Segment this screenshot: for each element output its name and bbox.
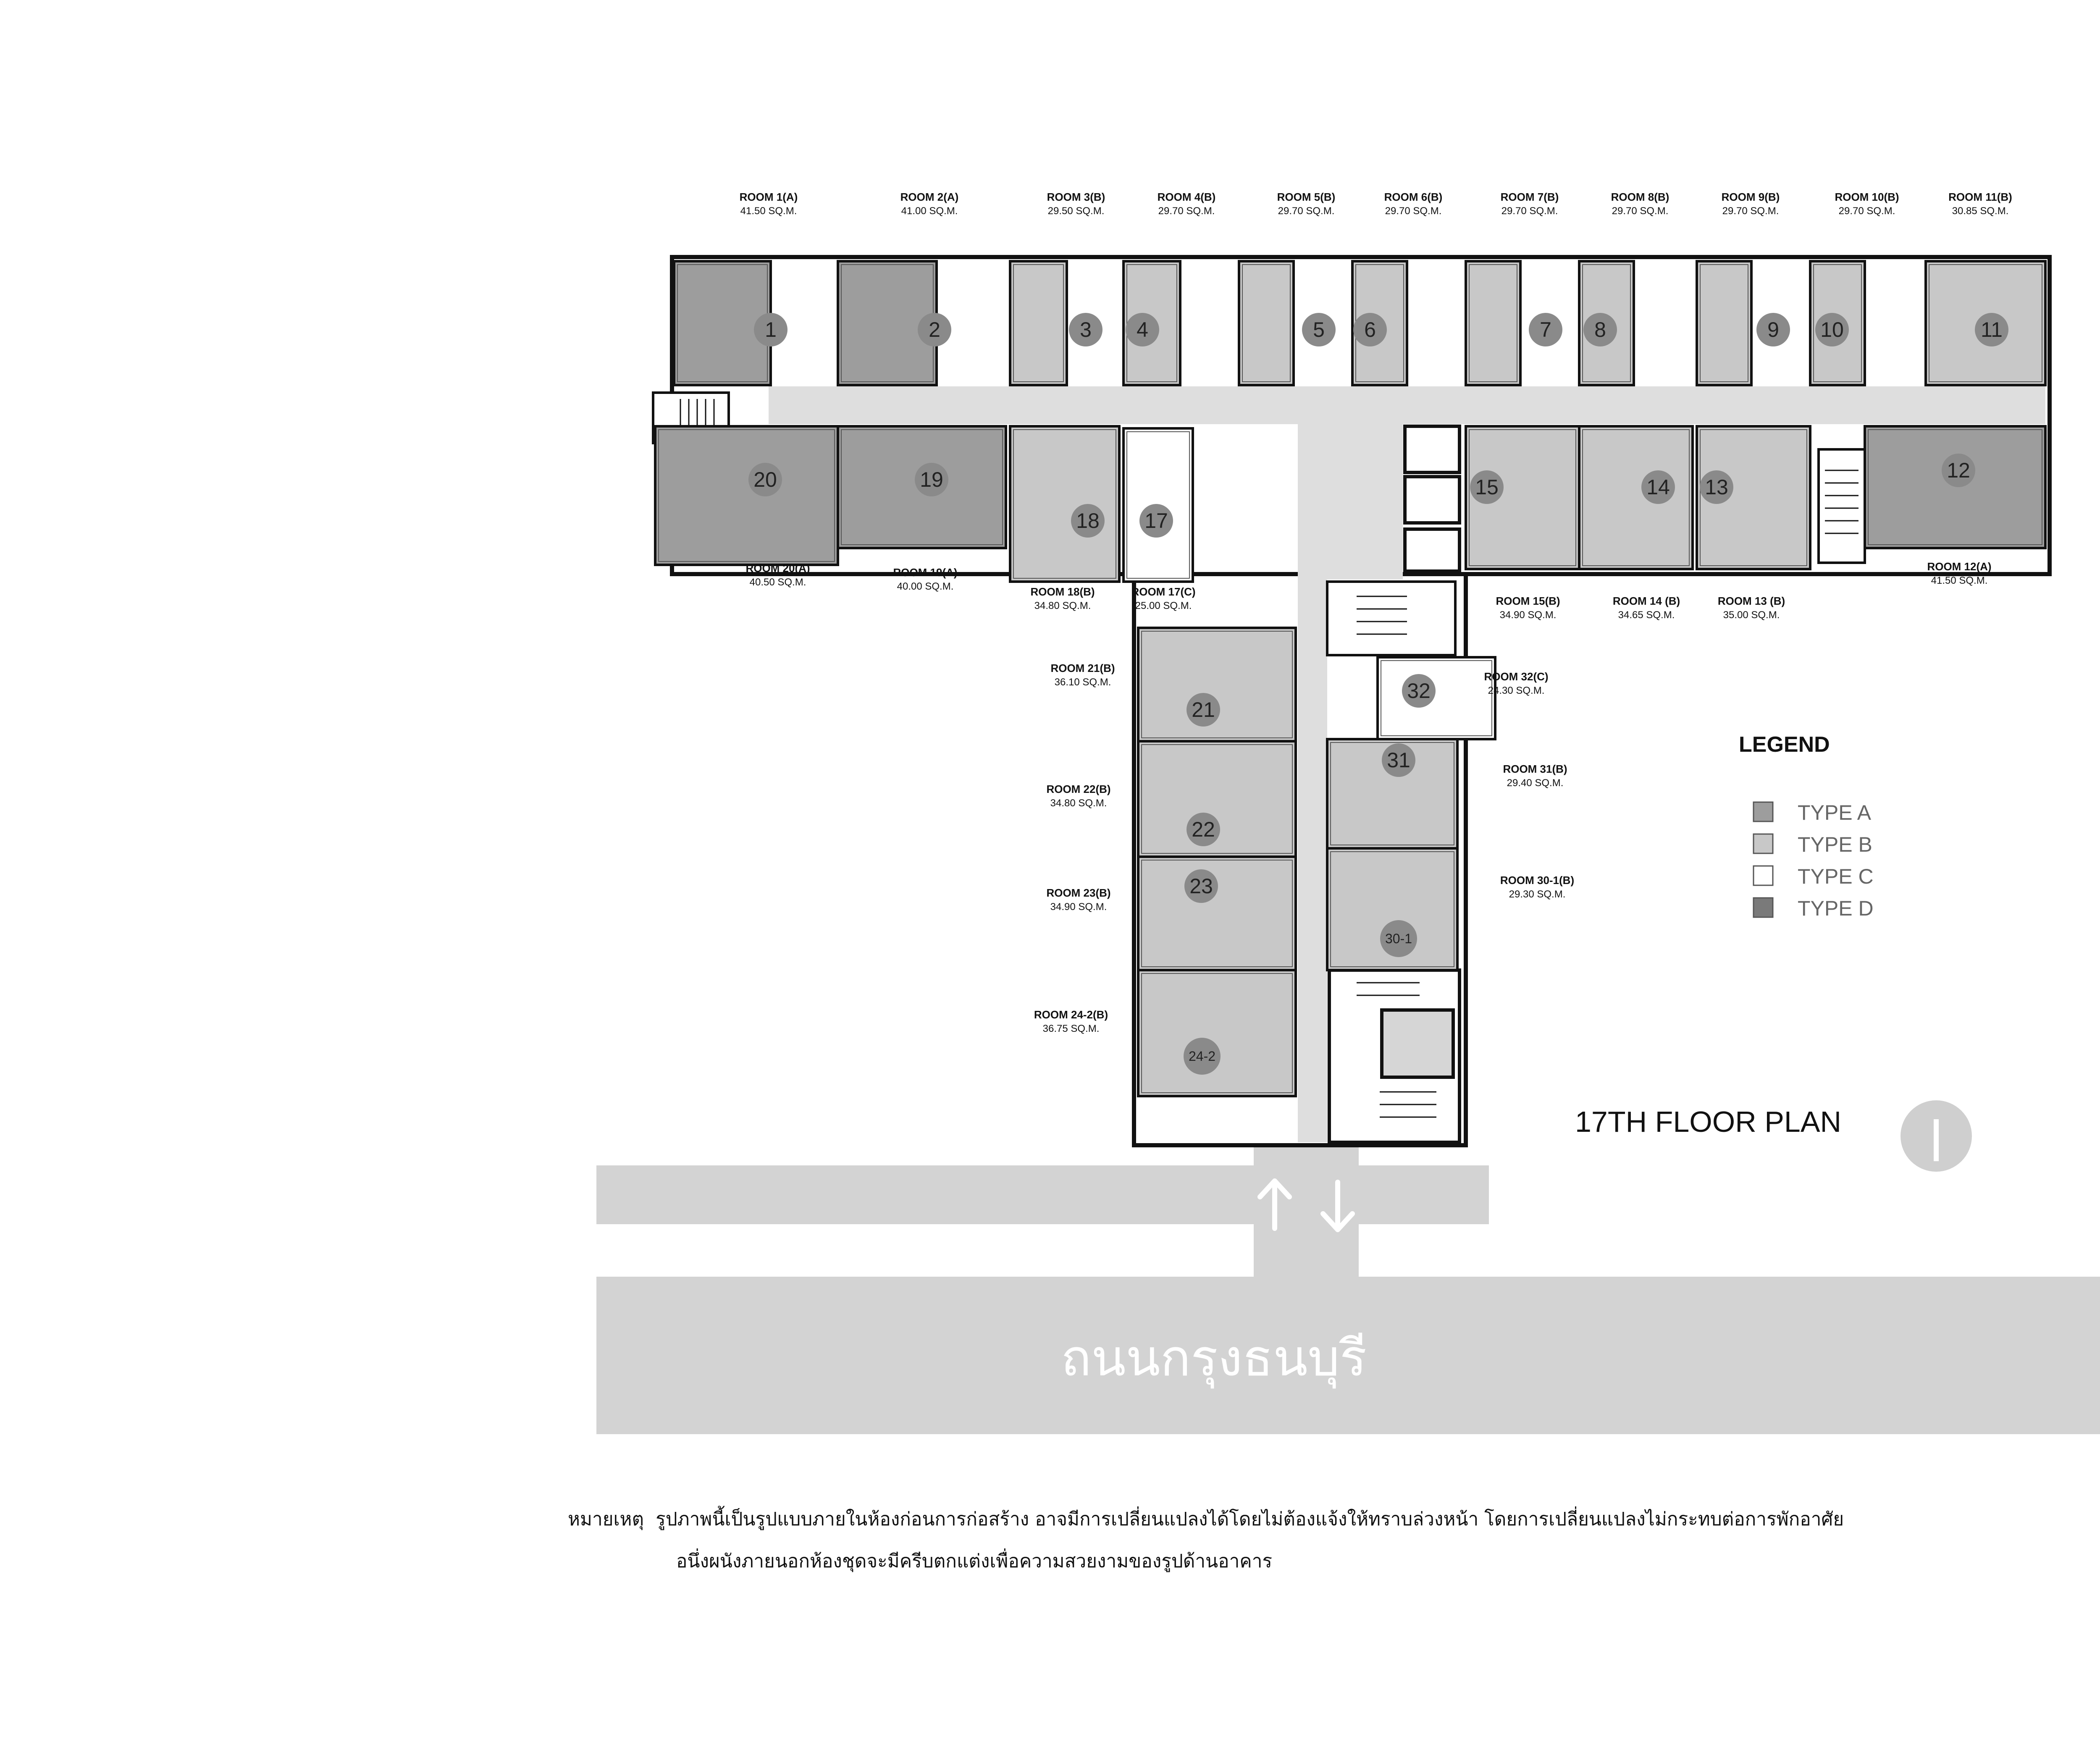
room-area-30-1: 29.30 SQ.M. (1509, 889, 1566, 900)
room-7 (1466, 261, 1520, 385)
room-number-30-1: 30-1 (1385, 931, 1412, 946)
room-number-21: 21 (1192, 698, 1215, 721)
room-23 (1138, 857, 1296, 970)
room-5 (1239, 261, 1294, 385)
room-label-30-1: ROOM 30-1(B) (1500, 874, 1575, 887)
room-label-23: ROOM 23(B) (1046, 887, 1111, 899)
room-label-5: ROOM 5(B) (1277, 191, 1336, 203)
room-number-22: 22 (1192, 818, 1215, 841)
room-area-22: 34.80 SQ.M. (1050, 798, 1107, 809)
room-18 (1010, 426, 1119, 582)
note-line-2: อนึ่งผนังภายนอกห้องชุดจะมีครีบตกแต่งเพื่อความสวยงามของรูปด้านอาคาร (676, 1550, 1273, 1572)
plan-title: 17TH FLOOR PLAN (1575, 1105, 1842, 1138)
legend-swatch-b (1754, 834, 1773, 853)
room-label-3: ROOM 3(B) (1047, 191, 1105, 203)
room-number-18: 18 (1076, 509, 1100, 533)
room-area-11: 30.85 SQ.M. (1952, 205, 2009, 217)
room-number-19: 19 (920, 468, 943, 491)
room-label-1: ROOM 1(A) (739, 191, 798, 203)
driveway-connector (1254, 1134, 1359, 1277)
room-area-8: 29.70 SQ.M. (1612, 205, 1669, 217)
room-label-14: ROOM 14 (B) (1612, 595, 1680, 607)
legend-title: LEGEND (1739, 732, 1830, 757)
room-32 (1378, 657, 1495, 739)
room-area-4: 29.70 SQ.M. (1158, 205, 1215, 217)
room-label-24-2: ROOM 24-2(B) (1034, 1008, 1108, 1021)
note-line-1: รูปภาพนี้เป็นรูปแบบภายในห้องก่อนการก่อสร้าง อาจมีการเปลี่ยนแปลงได้โดยไม่ต้องแจ้งให้ทราบล่วงหน้า โดยการเปลี่ยนแปลงไม่กระทบต่อการพักอาศัย (656, 1509, 1844, 1530)
room-number-20: 20 (753, 468, 777, 491)
room-area-2: 41.00 SQ.M. (901, 205, 958, 217)
room-24-2 (1138, 970, 1296, 1096)
room-number-2: 2 (929, 318, 940, 341)
note-prefix: หมายเหตุ (568, 1509, 644, 1530)
room-area-3: 29.50 SQ.M. (1047, 205, 1105, 217)
room-area-19: 40.00 SQ.M. (897, 581, 954, 592)
room-number-8: 8 (1594, 318, 1606, 341)
room-label-21: ROOM 21(B) (1050, 662, 1115, 674)
room-number-10: 10 (1820, 318, 1844, 341)
room-number-32: 32 (1407, 679, 1431, 703)
stair-east (1819, 449, 1865, 563)
vertical-corridor (1298, 420, 1403, 580)
room-area-7: 29.70 SQ.M. (1501, 205, 1558, 217)
room-number-15: 15 (1475, 475, 1499, 499)
room-9 (1697, 261, 1751, 385)
disclaimer-note (568, 1504, 1844, 1534)
room-label-7: ROOM 7(B) (1500, 191, 1559, 203)
room-area-15: 34.90 SQ.M. (1499, 609, 1557, 621)
room-14 (1579, 426, 1693, 569)
room-label-6: ROOM 6(B) (1384, 191, 1443, 203)
room-label-31: ROOM 31(B) (1503, 763, 1567, 775)
lift-south (1382, 1010, 1453, 1077)
room-label-17: ROOM 17(C) (1131, 585, 1196, 598)
legend-label-a: TYPE A (1798, 801, 1872, 824)
room-label-9: ROOM 9(B) (1721, 191, 1780, 203)
room-area-5: 29.70 SQ.M. (1278, 205, 1335, 217)
room-number-24-2: 24-2 (1188, 1049, 1216, 1064)
room-label-4: ROOM 4(B) (1157, 191, 1216, 203)
legend-swatch-c (1754, 866, 1773, 885)
room-label-20: ROOM 20(A) (746, 562, 810, 575)
room-area-12: 41.50 SQ.M. (1931, 575, 1988, 586)
legend-label-c: TYPE C (1798, 865, 1874, 888)
room-label-13: ROOM 13 (B) (1717, 595, 1785, 607)
room-area-6: 29.70 SQ.M. (1385, 205, 1442, 217)
room-3 (1010, 261, 1067, 385)
room-area-24-2: 36.75 SQ.M. (1042, 1023, 1100, 1034)
disclaimer-note-2 (676, 1546, 1272, 1576)
room-number-23: 23 (1189, 874, 1213, 898)
room-area-10: 29.70 SQ.M. (1838, 205, 1895, 217)
room-label-10: ROOM 10(B) (1835, 191, 1899, 203)
room-area-31: 29.40 SQ.M. (1507, 777, 1564, 789)
legend-swatch-d (1754, 898, 1773, 917)
room-label-8: ROOM 8(B) (1611, 191, 1670, 203)
room-21 (1138, 628, 1296, 741)
room-area-18: 34.80 SQ.M. (1034, 600, 1091, 611)
room-area-14: 34.65 SQ.M. (1618, 609, 1675, 621)
lift-core (1405, 426, 1460, 571)
room-number-31: 31 (1387, 748, 1410, 772)
room-area-17: 25.00 SQ.M. (1135, 600, 1192, 611)
room-12 (1865, 426, 2045, 548)
room-area-21: 36.10 SQ.M. (1054, 677, 1111, 688)
room-label-19: ROOM 19(A) (893, 566, 958, 579)
room-label-32: ROOM 32(C) (1484, 670, 1549, 683)
room-number-11: 11 (1981, 318, 2003, 341)
room-22 (1138, 741, 1296, 857)
legend-label-d: TYPE D (1798, 897, 1874, 920)
legend-swatch-a (1754, 802, 1773, 821)
room-area-23: 34.90 SQ.M. (1050, 901, 1107, 913)
south-corridor (1298, 575, 1327, 1142)
room-area-32: 24.30 SQ.M. (1488, 685, 1545, 696)
room-label-18: ROOM 18(B) (1030, 585, 1095, 598)
room-number-12: 12 (1947, 459, 1970, 482)
room-area-13: 35.00 SQ.M. (1723, 609, 1780, 621)
stair-south-upper (1327, 582, 1455, 655)
room-area-9: 29.70 SQ.M. (1722, 205, 1779, 217)
room-label-2: ROOM 2(A) (900, 191, 959, 203)
legend-label-b: TYPE B (1798, 833, 1872, 856)
room-label-11: ROOM 11(B) (1948, 191, 2012, 203)
room-label-15: ROOM 15(B) (1496, 595, 1560, 607)
room-20 (655, 426, 838, 565)
room-label-12: ROOM 12(A) (1927, 560, 1992, 573)
room-number-1: 1 (765, 318, 777, 341)
room-number-9: 9 (1767, 318, 1779, 341)
room-area-20: 40.50 SQ.M. (749, 577, 806, 588)
room-number-13: 13 (1705, 475, 1728, 499)
room-number-4: 4 (1137, 318, 1148, 341)
room-number-17: 17 (1144, 509, 1168, 533)
room-area-1: 41.50 SQ.M. (740, 205, 797, 217)
main-corridor (769, 386, 2045, 424)
room-number-3: 3 (1080, 318, 1092, 341)
room-number-7: 7 (1540, 318, 1551, 341)
room-number-6: 6 (1364, 318, 1376, 341)
room-number-5: 5 (1313, 318, 1325, 341)
north-arrow-icon (1900, 1100, 1972, 1172)
room-label-22: ROOM 22(B) (1046, 783, 1111, 795)
road-name: ถนนกรุงธนบุรี (1060, 1329, 1367, 1388)
room-number-14: 14 (1646, 475, 1670, 499)
